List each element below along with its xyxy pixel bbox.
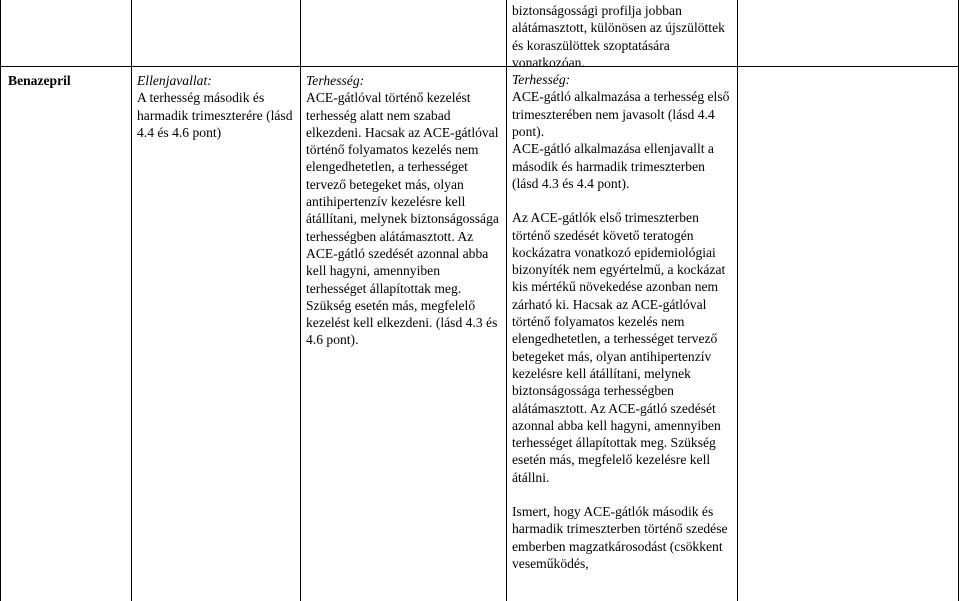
indication-label: Ellenjavallat: <box>137 73 212 88</box>
pregnancy-cell-col4 <box>512 2 734 572</box>
col4-paragraph-3: Az ACE-gátlók első trimeszterben történő szedését követő teratogén kockázatra vonatkozó epidemiológiai bizonyíték nem egyértelmű, a kockázat kis mértékű növekedése azonban nem zárható ki. Hacsak az ACE-gátlóval történő folyamatos kezelés nem elengedhetetlen, a terhességet tervező betegeket más, olyan antihipertenzív kezelésre kell átállítani, melynek biztonságossága terhességben alátámasztott. Az ACE-gátló szedését azonnal abba kell hagyni, amennyiben terhességet állapítottak meg. Szükség esetén más, megfelelő kezelésre kell átállni. <box>512 210 726 485</box>
col4-paragraph-1: ACE-gátló alkalmazása a terhesség első trimeszterében nem javasolt (lásd 4.4 pont). <box>512 89 730 140</box>
col4-paragraph-2: ACE-gátló alkalmazása ellenjavallt a második és harmadik trimeszterben (lásd 4.3 és 4.4 pont). <box>512 141 714 191</box>
table-border-col3 <box>506 0 507 601</box>
drug-name: Benazepril <box>8 73 71 88</box>
table-border-col1 <box>131 0 132 601</box>
table-border-col2 <box>300 0 301 601</box>
pregnancy-cell-col3 <box>306 72 502 349</box>
table-border-row <box>0 66 959 67</box>
indication-cell <box>137 72 297 141</box>
table-border-col4 <box>737 0 738 601</box>
drug-name-cell <box>8 72 128 89</box>
table-border-right <box>958 0 959 601</box>
indication-text: A terhesség második és harmadik trimeszterére (lásd 4.4 és 4.6 pont) <box>137 90 293 140</box>
pregnancy-text-col3: ACE-gátlóval történő kezelést terhesség alatt nem szabad elkezdeni. Hacsak az ACE-gátlóval történő folyamatos kezelés nem elengedhetetlen, a terhességet tervező betegeket más, olyan antihipertenzív kezelésre kell átállítani, melynek biztonságossága terhességben alátámasztott. Az ACE-gátló szedését azonnal abba kell hagyni, amennyiben terhességet állapítottak meg. Szükség esetén más, megfelelő kezelést kell elkezdeni. (lásd 4.3 és 4.6 pont). <box>306 90 499 348</box>
col4-intro: biztonságossági profilja jobban alátámasztott, különösen az újszülöttek és koraszülöttek szoptatására vonatkozóan. <box>512 3 725 70</box>
table-border-left <box>0 0 1 601</box>
col4-paragraph-4: Ismert, hogy ACE-gátlók második és harmadik trimeszterben történő szedése emberben magzatkárosodást (csökkent veseműködés, <box>512 504 728 571</box>
pregnancy-label-col4: Terhesség: <box>512 72 571 88</box>
pregnancy-label-col3: Terhesség: <box>306 73 365 88</box>
